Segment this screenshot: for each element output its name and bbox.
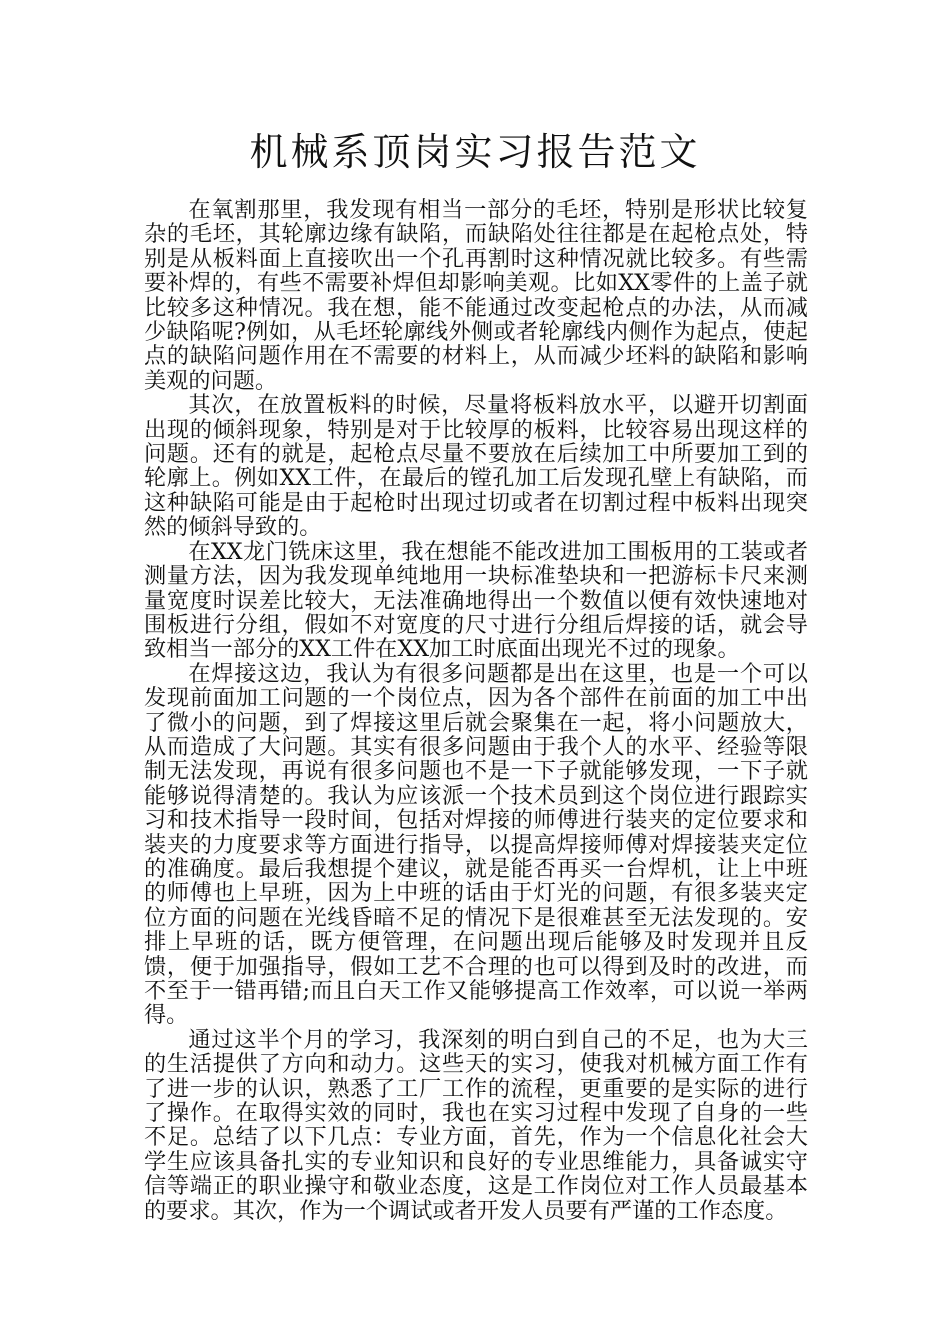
paragraph-5: 通过这半个月的学习，我深刻的明白到自己的不足，也为大三的生活提供了方向和动力。这些天的实习，使我对机械方面工作有了进一步的认识，熟悉了工厂工作的流程，更重要的是实际的进行了操作。在取得实效的同时，我也在实习过程中发现了自身的一些不足。总结了以下几点：专业方面，首先，作为一个信息化社会大学生应该具备扎实的专业知识和良好的专业思维能力，具备诚实守信等端正的职业操守和敬业态度，这是工作岗位对工作人员最基本的要求。其次，作为一个调试或者开发人员要有严谨的工作态度。 bbox=[144, 1026, 808, 1224]
document-body bbox=[144, 198, 808, 1223]
paragraph-2: 其次，在放置板料的时候，尽量将板料放水平，以避开切割面出现的倾斜现象，特别是对于比较厚的板料，比较容易出现这样的问题。还有的就是，起枪点尽量不要放在后续加工中所要加工到的轮廓上。例如XX工件，在最后的镗孔加工后发现孔壁上有缺陷，而这种缺陷可能是由于起枪时出现过切或者在切割过程中板料出现突然的倾斜导致的。 bbox=[144, 392, 808, 541]
paragraph-3: 在XX龙门铣床这里，我在想能不能改进加工围板用的工装或者测量方法，因为我发现单纯地用一块标准垫块和一把游标卡尺来测量宽度时误差比较大，无法准确地得出一个数值以便有效快速地对围板进行分组，假如不对宽度的尺寸进行分组后焊接的话，就会导致相当一部分的XX工件在XX加工时底面出现光不过的现象。 bbox=[144, 538, 808, 663]
paragraph-1: 在氧割那里，我发现有相当一部分的毛坯，特别是形状比较复杂的毛坯，其轮廓边缘有缺陷，而缺陷处往往都是在起枪点处，特别是从板料面上直接吹出一个孔再割时这种情况就比较多。有些需要补焊的，有些不需要补焊但却影响美观。比如XX零件的上盖子就比较多这种情况。我在想，能不能通过改变起枪点的办法，从而减少缺陷呢?例如，从毛坯轮廓线外侧或者轮廓线内侧作为起点，使起点的缺陷问题作用在不需要的材料上，从而减少坯料的缺陷和影响美观的问题。 bbox=[144, 197, 808, 394]
paragraph-4: 在焊接这边，我认为有很多问题都是出在这里，也是一个可以发现前面加工问题的一个岗位点，因为各个部件在前面的加工中出了微小的问题，到了焊接这里后就会聚集在一起，将小问题放大，从而造成了大问题。其实有很多问题由于我个人的水平、经验等限制无法发现，再说有很多问题也不是一下子就能够发现，一下子就能够说得清楚的。我认为应该派一个技术员到这个岗位进行跟踪实习和技术指导一段时间，包括对焊接的师傅进行装夹的定位要求和装夹的力度要求等方面进行指导，以提高焊接师傅对焊接装夹定位的准确度。最后我想提个建议，就是能否再买一台焊机，让上中班的师傅也上早班，因为上中班的话由于灯光的问题，有很多装夹定位方面的问题在光线昏暗不足的情况下是很难甚至无法发现的。安排上早班的话，既方便管理，在问题出现后能够及时发现并且反馈，便于加强指导，假如工艺不合理的也可以得到及时的改进，而不至于一错再错;而且白天工作又能够提高工作效率，可以说一举两得。 bbox=[144, 660, 808, 1029]
document-title: 机械系顶岗实习报告范文 bbox=[249, 130, 701, 174]
